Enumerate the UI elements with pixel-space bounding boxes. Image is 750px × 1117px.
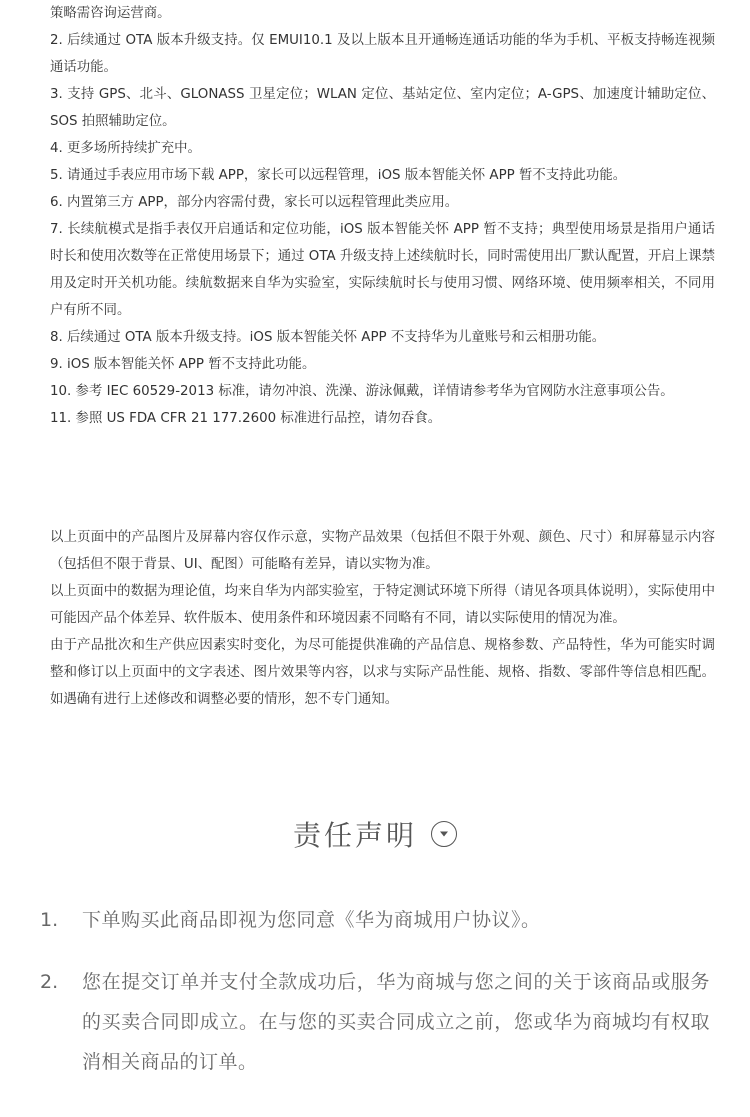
chevron-down-icon[interactable] [431, 821, 457, 847]
note-item: 11. 参照 US FDA CFR 21 177.2600 标准进行品控，请勿吞食。 [50, 411, 442, 426]
note-item: 9. iOS 版本智能关怀 APP 暂不支持此功能。 [50, 357, 316, 372]
term-number: 2. [40, 971, 59, 993]
product-notes [50, 0, 715, 432]
disclaimer-paragraph: 以上页面中的数据为理论值，均来自华为内部实验室，于特定测试环境下所得（请见各项具体说明），实际使用中可能因产品个体差异、软件版本、使用条件和环境因素不同略有不同，请以实际使用的情况为准。 [50, 584, 715, 626]
note-item: 5. 请通过手表应用市场下载 APP，家长可以远程管理，iOS 版本智能关怀 APP 暂不支持此功能。 [50, 168, 627, 183]
section-title: 责任声明 [292, 819, 417, 852]
note-item: 7. 长续航模式是指手表仅开启通话和定位功能，iOS 版本智能关怀 APP 暂不支持；典型使用场景是指用户通话时长和使用次数等在正常使用场景下；通过 OTA 升级支持上述续航时长，同时需使用出厂默认配置，开启上课禁用及定时开关机功能。续航数据来自华为实验室，实际续航时长与使用习惯、网络环境、使用频率相关，不同用户有所不同。 [50, 222, 715, 318]
disclaimer-paragraph: 以上页面中的产品图片及屏幕内容仅作示意，实物产品效果（包括但不限于外观、颜色、尺寸）和屏幕显示内容（包括但不限于背景、UI、配图）可能略有差异，请以实物为准。 [50, 530, 715, 572]
note-item: 10. 参考 IEC 60529-2013 标准，请勿冲浪、洗澡、游泳佩戴，详情请参考华为官网防水注意事项公告。 [50, 384, 674, 399]
note-item: 策略需咨询运营商。 [50, 6, 171, 21]
term-text: 您在提交订单并支付全款成功后，华为商城与您之间的关于该商品或服务的买卖合同即成立。在与您的买卖合同成立之前，您或华为商城均有权取消相关商品的订单。 [82, 971, 710, 1073]
term-item [40, 900, 710, 940]
terms-list [40, 900, 710, 1104]
note-item: 2. 后续通过 OTA 版本升级支持。仅 EMUI10.1 及以上版本且开通畅连通话功能的华为手机、平板支持畅连视频通话功能。 [50, 33, 715, 75]
disclaimer-paragraph: 由于产品批次和生产供应因素实时变化，为尽可能提供准确的产品信息、规格参数、产品特性，华为可能实时调整和修订以上页面中的文字表述、图片效果等内容，以求与实际产品性能、规格、指数、零部件等信息相匹配。如遇确有进行上述修改和调整必要的情形，恕不专门通知。 [50, 638, 715, 707]
term-text: 下单购买此商品即视为您同意《华为商城用户协议》。 [82, 909, 541, 931]
liability-section-header[interactable] [0, 806, 750, 862]
term-item [40, 962, 710, 1082]
note-item: 4. 更多场所持续扩充中。 [50, 141, 201, 156]
disclaimer-block [50, 524, 715, 713]
note-item: 8. 后续通过 OTA 版本升级支持。iOS 版本智能关怀 APP 不支持华为儿童账号和云相册功能。 [50, 330, 606, 345]
note-item: 3. 支持 GPS、北斗、GLONASS 卫星定位；WLAN 定位、基站定位、室内定位；A-GPS、加速度计辅助定位、SOS 拍照辅助定位。 [50, 87, 715, 129]
term-number: 1. [40, 909, 59, 931]
chevron-down-icon-glyph [438, 830, 450, 838]
note-item: 6. 内置第三方 APP，部分内容需付费，家长可以远程管理此类应用。 [50, 195, 459, 210]
